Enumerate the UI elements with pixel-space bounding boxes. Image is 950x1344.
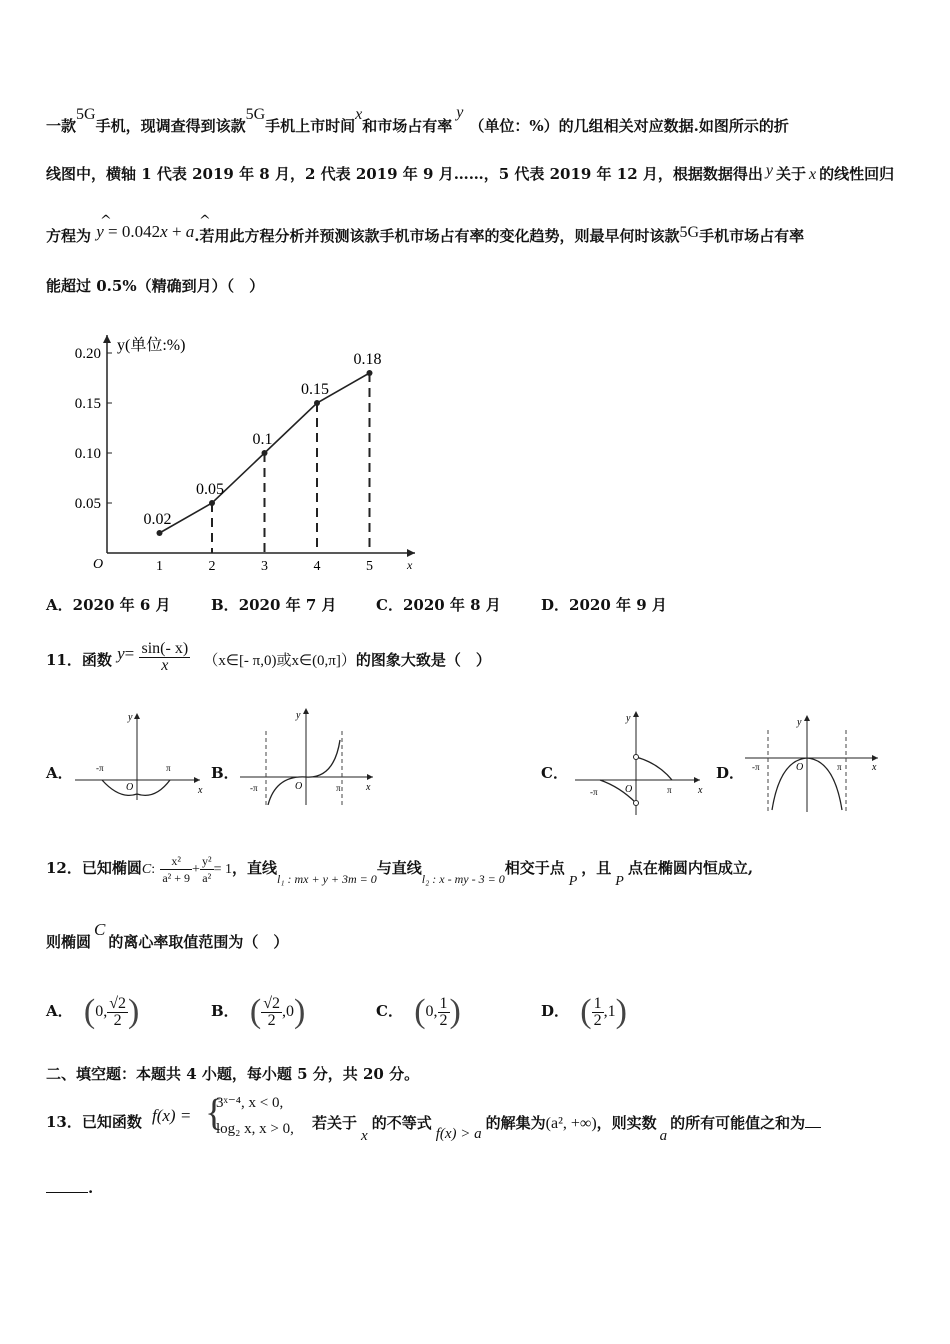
y-arrow (804, 715, 810, 721)
q13-blank: . (46, 1178, 93, 1198)
piecewise-case1: 3ˣ⁻⁴, x < 0, (216, 1095, 284, 1111)
line-chart (60, 325, 430, 580)
q11-stem: 11．函数 y= $\frac{\sin(- x)}{x}$ （x∈[- π,0)或x∈(0,π]）的图象大致是（ ） (46, 639, 491, 674)
tick-pi: π (667, 785, 672, 795)
hat-mark: ^ (199, 213, 211, 229)
q10-option-a[interactable]: A．2020 年 6 月 (46, 596, 171, 614)
y-label: y (626, 713, 631, 724)
y-label: y (128, 712, 133, 723)
x-label: x (872, 762, 877, 773)
y-tick-label: 0.15 (74, 396, 101, 412)
q10-line3: 方程为 y = 0.042x + a.若用此方程分析并预测该款手机市场占有率的变化趋势，则最早何时该款5G手机市场占有率 (46, 222, 805, 245)
q11-option-a-letter[interactable]: A． (46, 764, 73, 782)
data-label: 0.18 (353, 351, 382, 368)
origin-label: O (625, 784, 633, 795)
q10-option-c[interactable]: C．2020 年 8 月 (376, 596, 501, 614)
tick-neg-pi: -π (250, 783, 258, 793)
curve (268, 740, 340, 805)
data-point (262, 450, 268, 456)
y-axis-label: y(单位:%) (117, 337, 186, 354)
tick-pi: π (336, 783, 341, 793)
x-axis-label: x (407, 558, 413, 572)
q11-graph-b[interactable] (238, 705, 378, 805)
origin-label: O (796, 762, 804, 773)
x-tick-label: 1 (156, 559, 163, 574)
data-point (209, 500, 215, 506)
x-arrow (694, 777, 700, 783)
open-point-top (634, 755, 639, 760)
regression-equation: y = 0.042x + a (96, 222, 195, 241)
q10-line2: 线图中，横轴 1 代表 2019 年 8 月，2 代表 2019 年 9 月……，5 代表 2019 年 12 月，根据数据得出 y 关于 x 的线性回归 (46, 162, 895, 183)
y-tick-label: 0.10 (74, 446, 101, 462)
q12-stem: 12．已知椭圆C: $\frac{\text{x²}}{\text{a² + 9}}$ + $\frac{\text{y²}}{\text{a²}}$ = 1，直线$_{l_1 : mx + y + 3m = 0}$与直线$_{l_2 : x - my - 3 = 0}$相交于点P，且P点在椭圆内恒成立, (46, 853, 754, 889)
q13-fx: f(x) = (152, 1106, 192, 1125)
hat-mark: ^ (100, 213, 112, 229)
x-tick-label: 3 (261, 559, 268, 574)
x-arrow (194, 777, 200, 783)
x-arrow (872, 755, 878, 761)
answer-blank[interactable] (46, 1178, 88, 1193)
origin-label: O (93, 557, 104, 572)
y-label: y (797, 717, 802, 728)
ellipse-fraction-y: $\frac{\text{y²}}{\text{a²}}$ (201, 853, 212, 885)
x-label: x (698, 785, 703, 796)
x-axis-arrow (407, 549, 415, 557)
x-tick-label: 5 (366, 559, 373, 574)
data-label: 0.1 (252, 431, 273, 448)
q11-option-b-letter[interactable]: B． (211, 764, 239, 782)
y-arrow (134, 713, 140, 719)
q12-option-b[interactable]: B． ( $\frac{√2}{2}$ ,0) (211, 993, 306, 1030)
ellipse-fraction-x: $\frac{\text{x²}}{\text{a² + 9}}$ (162, 853, 191, 885)
x-label: x (366, 782, 371, 793)
data-label: 0.15 (301, 381, 329, 398)
open-point-bottom (634, 801, 639, 806)
y-axis-arrow (103, 335, 111, 343)
q11-graph-d[interactable] (740, 712, 885, 817)
tick-neg-pi: -π (590, 787, 598, 797)
q11-graph-c[interactable] (570, 705, 710, 820)
curve-right (636, 757, 672, 780)
data-point (314, 400, 320, 406)
q11-option-c-letter[interactable]: C． (541, 764, 568, 782)
q11-fraction: $\frac{\sin(- x)}{x}$ (141, 639, 189, 674)
data-label: 0.05 (196, 481, 224, 498)
q12-option-d[interactable]: D． ( $\frac{1}{2}$ ,1) (541, 993, 627, 1030)
section-heading: 二、填空题：本题共 4 小题，每小题 5 分，共 20 分。 (46, 1065, 420, 1083)
q12-option-c[interactable]: C． (0, $\frac{1}{2}$ ) (376, 993, 461, 1030)
q12-line2: 则椭圆C的离心率取值范围为（ ） (46, 920, 289, 951)
answer-blank-start[interactable] (805, 1113, 821, 1128)
x-tick-label: 2 (208, 559, 216, 574)
q12-option-a[interactable]: A． (0, $\frac{√2}{2}$ ) (46, 993, 140, 1030)
q10-line1: 一款5G手机，现调查得到该款5G手机上市时间x和市场占有率y（单位：%）的几组相关对应数据.如图所示的折 (46, 104, 789, 135)
q13-rest: 若关于x的不等式f(x) > a的解集为(a², +∞)，则实数a的所有可能值之和为 (312, 1113, 821, 1134)
tick-pi: π (166, 763, 171, 773)
tick-pi: π (837, 762, 842, 772)
x-arrow (367, 774, 373, 780)
origin-label: O (295, 781, 303, 792)
y-arrow (303, 708, 309, 714)
data-label: 0.02 (143, 511, 172, 528)
y-label: y (296, 710, 301, 721)
q11-option-d-letter[interactable]: D． (716, 764, 745, 782)
y-tick-label: 0.20 (74, 346, 101, 362)
q11-graph-a[interactable] (70, 705, 210, 805)
q10-option-d[interactable]: D．2020 年 9 月 (541, 596, 667, 614)
q13-label: 13．已知函数 (46, 1113, 142, 1131)
data-point (157, 530, 163, 536)
data-point (367, 370, 373, 376)
origin-label: O (126, 782, 134, 793)
y-tick-label: 0.05 (74, 496, 101, 512)
y-arrow (633, 711, 639, 717)
piecewise-case2: log₂ x, x > 0, (216, 1121, 294, 1137)
x-label: x (198, 785, 203, 796)
q10-option-b[interactable]: B．2020 年 7 月 (211, 596, 337, 614)
tick-neg-pi: -π (96, 763, 104, 773)
tick-neg-pi: -π (752, 762, 760, 772)
q10-line4: 能超过 0.5%（精确到月）（ ） (46, 277, 265, 295)
piecewise-brace: { (205, 1092, 224, 1134)
curve (102, 780, 170, 795)
x-tick-label: 4 (313, 559, 321, 574)
